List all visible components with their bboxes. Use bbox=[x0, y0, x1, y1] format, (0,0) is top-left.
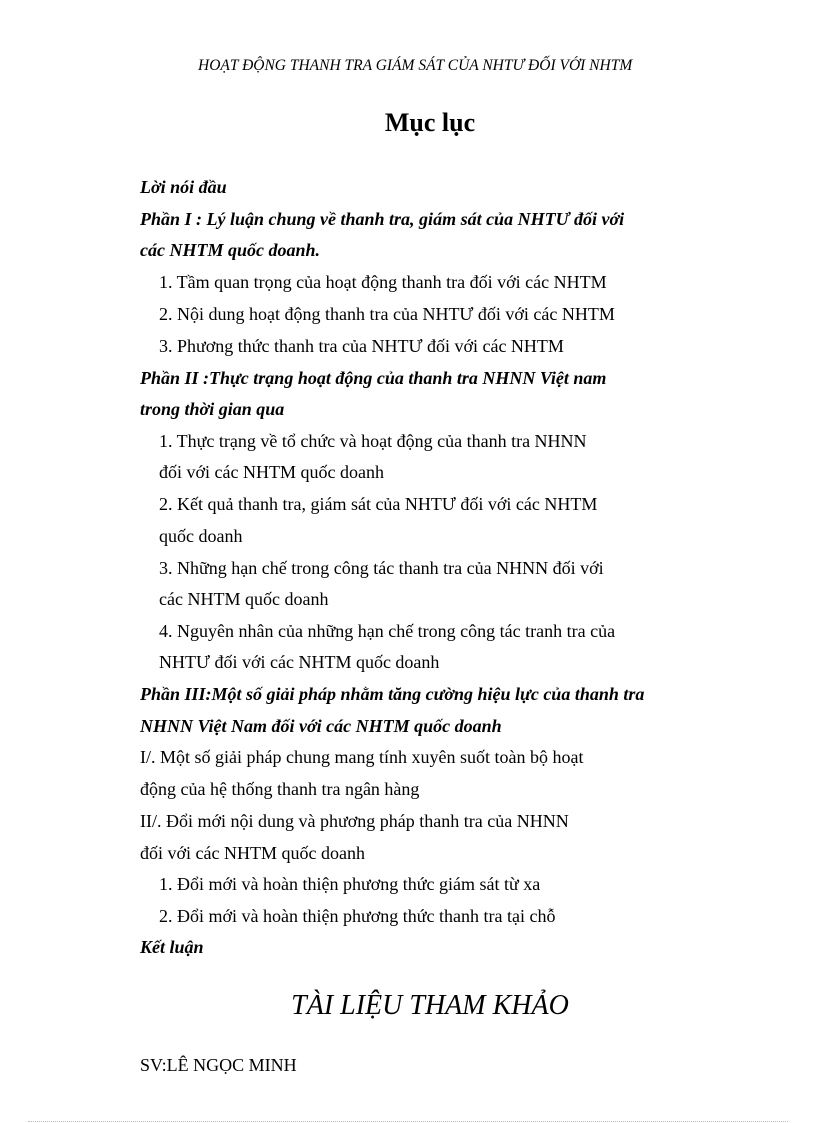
toc-item: đối với các NHTM quốc doanh bbox=[159, 462, 384, 482]
toc-item: 2. Đổi mới và hoàn thiện phương thức thanh tra tại chỗ bbox=[159, 906, 556, 926]
toc-item: 2. Kết quả thanh tra, giám sát của NHTƯ đối với các NHTM bbox=[159, 494, 598, 514]
toc-item-part1: Phần I : Lý luận chung về thanh tra, giám sát của NHTƯ đối với bbox=[140, 209, 625, 229]
student-name: SV:LÊ NGỌC MINH bbox=[140, 1055, 297, 1075]
page-bottom-divider bbox=[28, 1121, 788, 1122]
toc-item: 4. Nguyên nhân của những hạn chế trong công tác tranh tra của bbox=[159, 621, 616, 641]
toc-item: đối với các NHTM quốc doanh bbox=[140, 843, 365, 863]
toc-item-conclusion: Kết luận bbox=[140, 937, 204, 957]
toc-item-preface: Lời nói đầu bbox=[140, 177, 227, 197]
toc-item-part3: Phần III:Một số giải pháp nhằm tăng cường hiệu lực của thanh tra bbox=[140, 684, 645, 704]
toc-item-part2-cont: trong thời gian qua bbox=[140, 399, 285, 419]
references-heading: TÀI LIỆU THAM KHẢO bbox=[291, 990, 569, 1021]
toc-item-part1-cont: các NHTM quốc doanh. bbox=[140, 240, 320, 260]
toc-item: động của hệ thống thanh tra ngân hàng bbox=[140, 779, 420, 799]
toc-item: 1. Tầm quan trọng của hoạt động thanh tra đối với các NHTM bbox=[159, 272, 607, 292]
toc-item: NHTƯ đối với các NHTM quốc doanh bbox=[159, 652, 440, 672]
toc-item: các NHTM quốc doanh bbox=[159, 589, 329, 609]
toc-item: 3. Những hạn chế trong công tác thanh tra của NHNN đối với bbox=[159, 558, 604, 578]
running-header: HOẠT ĐỘNG THANH TRA GIÁM SÁT CỦA NHTƯ ĐỐI VỚI NHTM bbox=[198, 57, 633, 74]
page-title: Mục lục bbox=[384, 108, 476, 137]
toc-item: 3. Phương thức thanh tra của NHTƯ đối với các NHTM bbox=[159, 336, 564, 356]
toc-item: 1. Thực trạng về tổ chức và hoạt động của thanh tra NHNN bbox=[159, 431, 587, 451]
toc-item-part3-cont: NHNN Việt Nam đối với các NHTM quốc doanh bbox=[140, 716, 502, 736]
toc-item: 1. Đổi mới và hoàn thiện phương thức giám sát từ xa bbox=[159, 874, 541, 894]
toc-item: II/. Đổi mới nội dung và phương pháp thanh tra của NHNN bbox=[140, 811, 569, 831]
toc-item: 2. Nội dung hoạt động thanh tra của NHTƯ đối với các NHTM bbox=[159, 304, 615, 324]
toc-item: I/. Một số giải pháp chung mang tính xuyên suốt toàn bộ hoạt bbox=[140, 747, 584, 767]
toc-item: quốc doanh bbox=[159, 526, 243, 546]
toc-item-part2: Phần II :Thực trạng hoạt động của thanh tra NHNN Việt nam bbox=[140, 368, 607, 388]
